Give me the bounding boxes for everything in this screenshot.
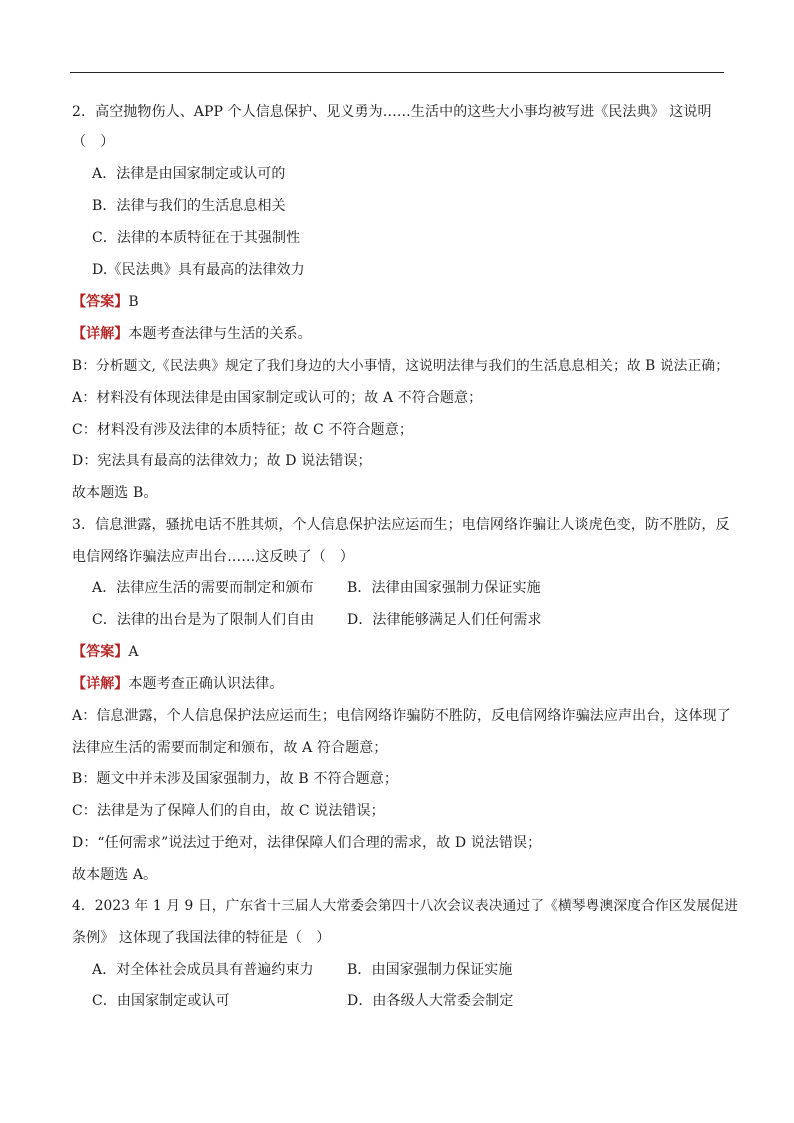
q2-explanation-3: C：材料没有涉及法律的本质特征；故 C 不符合题意； [72,422,413,438]
q2-option-d: D.《民法典》具有最高的法律效力 [92,262,305,278]
header-rule [70,72,724,73]
q3-explanation-4: C：法律是为了保障人们的自由，故 C 说法错误； [72,803,385,819]
q2-explanation-1: B：分析题文,《民法典》规定了我们身边的大小事情，这说明法律与我们的生活息息相关；故 B 说法正确； [72,358,730,374]
q4-option-b: B．由国家强制力保证实施 [347,962,513,978]
q3-option-d: D．法律能够满足人们任何需求 [347,612,542,628]
q2-detail-intro: 本题考查法律与生活的关系。 [128,326,312,342]
q4-stem-line2: 条例》 这体现了我国法律的特征是（ ） [72,930,331,946]
q2-option-a: A．法律是由国家制定或认可的 [92,166,286,182]
q4-option-d: D．由各级人大常委会制定 [347,993,514,1009]
q3-detail [72,674,284,694]
q3-detail-intro: 本题考查正确认识法律。 [128,676,284,692]
q3-option-c: C．法律的出台是为了限制人们自由 [92,612,315,628]
q2-answer [72,292,139,312]
q3-detail-tag: 【详解】 [72,676,129,692]
q3-option-b: B．法律由国家强制力保证实施 [347,580,541,596]
q3-explanation-5: D：“任何需求”说法过于绝对，法律保障人们合理的需求，故 D 说法错误； [72,835,542,851]
q4-option-a: A．对全体社会成员具有普遍约束力 [92,962,314,978]
q3-stem-line2: 电信网络诈骗法应声出台……这反映了（ ） [72,549,354,565]
q3-answer-value: A [128,644,139,660]
q2-option-c: C．法律的本质特征在于其强制性 [92,230,301,246]
q2-explanation-4: D：宪法具有最高的法律效力；故 D 说法错误； [72,453,372,469]
q3-stem-line1: 3．信息泄露，骚扰电话不胜其烦，个人信息保护法应运而生；电信网络诈骗让人谈虎色变，防不胜防，反 [72,517,730,533]
q2-answer-value: B [128,294,139,310]
q3-explanation-1: A：信息泄露，个人信息保护法应运而生；电信网络诈骗防不胜防，反电信网络诈骗法应声出台，这体现了 [72,708,731,724]
q2-option-b: B．法律与我们的生活息息相关 [92,198,286,214]
q2-detail [72,324,312,344]
q3-conclusion: 故本题选 A。 [72,867,158,883]
q3-answer [72,642,139,662]
q3-option-a: A．法律应生活的需要而制定和颁布 [92,580,314,596]
q3-explanation-3: B：题文中并未涉及国家强制力，故 B 不符合题意； [72,771,398,787]
q2-stem-line2: （ ） [72,134,115,150]
q4-stem-line1: 4．2023 年 1 月 9 日，广东省十三届人大常委会第四十八次会议表决通过了《横琴粤澳深度合作区发展促进 [72,898,738,914]
q2-detail-tag: 【详解】 [72,326,129,342]
q2-explanation-2: A：材料没有体现法律是由国家制定或认可的；故 A 不符合题意； [72,390,483,406]
q3-explanation-2: 法律应生活的需要而制定和颁布，故 A 符合题意； [72,740,388,756]
q3-answer-tag: 【答案】 [72,644,129,660]
q4-option-c: C．由国家制定或认可 [92,993,230,1009]
q2-stem-line1: 2．高空抛物伤人、APP 个人信息保护、见义勇为……生活中的这些大小事均被写进《民法典》 这说明 [72,104,712,120]
q2-conclusion: 故本题选 B。 [72,485,158,501]
q2-answer-tag: 【答案】 [72,294,129,310]
